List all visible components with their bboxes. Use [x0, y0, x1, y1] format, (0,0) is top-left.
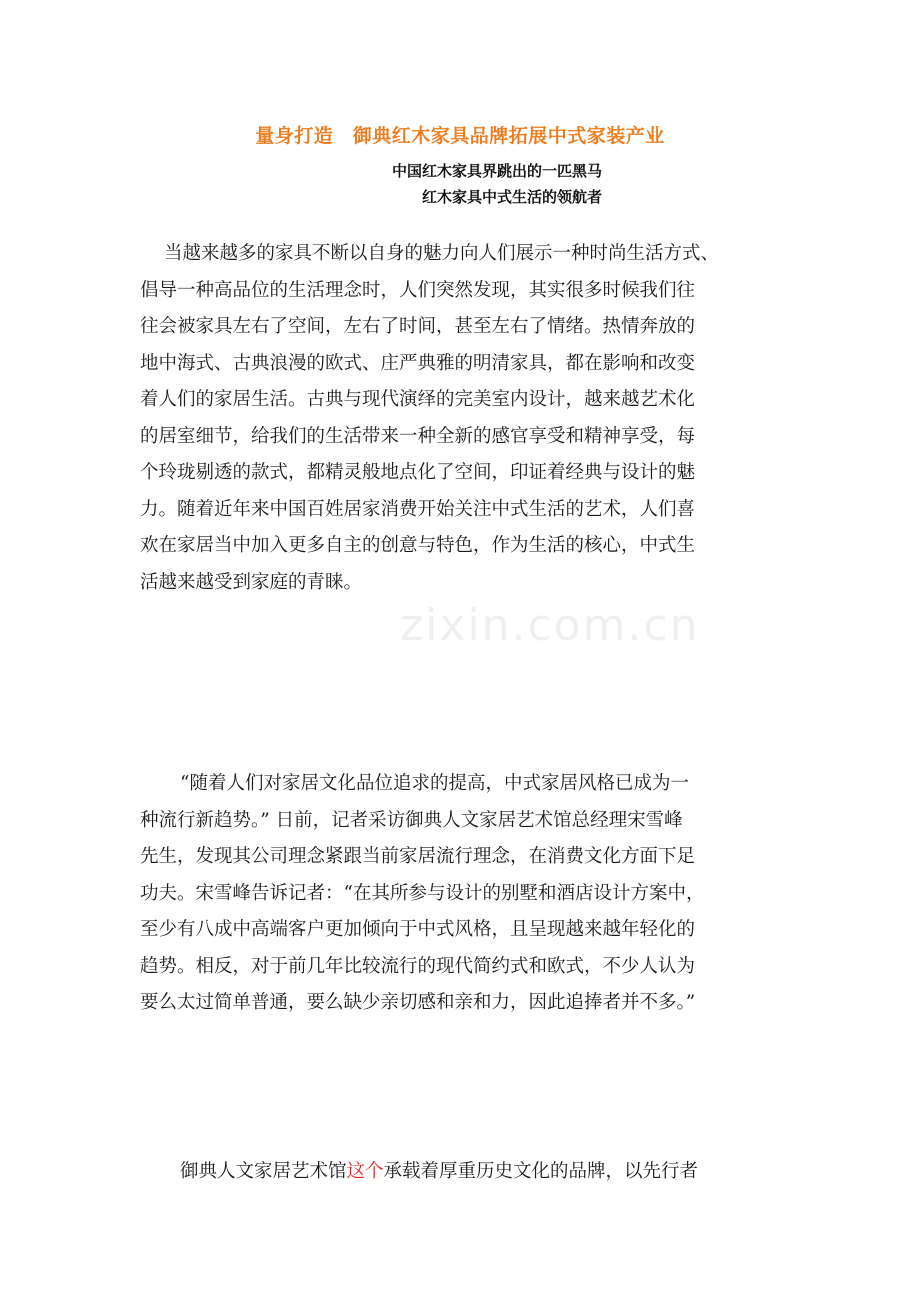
- paragraph-line: 的居室细节，给我们的生活带来一种全新的感官享受和精神享受，每: [140, 425, 696, 447]
- paragraph-line: 倡导一种高品位的生活理念时，人们突然发现，其实很多时候我们往: [140, 279, 696, 301]
- paragraph-text: 承载着厚重历史文化的品牌，以先行者: [383, 1161, 699, 1182]
- paragraph-line: 个玲珑剔透的款式，都精灵般地点化了空间，印证着经典与设计的魅: [140, 462, 696, 483]
- paragraph-line: 力。随着近年来中国百姓居家消费开始关注中式生活的艺术，人们喜: [140, 498, 696, 520]
- document-subtitle-1: 中国红木家具界跳出的一匹黑马: [392, 162, 603, 180]
- watermark: zixin.com.cn: [400, 600, 700, 651]
- paragraph-3: [140, 1154, 800, 1191]
- paragraph-line: 当越来越多的家具不断以自身的魅力向人们展示一种时尚生活方式、: [164, 243, 720, 264]
- highlighted-text: 这个: [346, 1161, 384, 1182]
- paragraph-line: 欢在家居当中加入更多自主的创意与特色，作为生活的核心，中式生: [140, 535, 696, 556]
- paragraph-text: 御典人文家居艺术馆: [180, 1161, 347, 1182]
- paragraph-line: 地中海式、古典浪漫的欧式、庄严典雅的明清家具，都在影响和改变: [140, 352, 696, 374]
- paragraph-line: [140, 1154, 800, 1191]
- paragraph-line: “随着人们对家居文化品位追求的提高，中式家居风格已成为一: [180, 773, 689, 794]
- paragraph-line: 趋势。相反，对于前几年比较流行的现代简约式和欧式，不少人认为: [140, 955, 696, 977]
- paragraph-line: 种流行新趋势。” 日前，记者采访御典人文家居艺术馆总经理宋雪峰: [140, 809, 683, 831]
- paragraph-line: 往会被家具左右了空间，左右了时间，甚至左右了情绪。热情奔放的: [140, 316, 696, 337]
- document-subtitle-2: 红木家具中式生活的领航者: [422, 188, 603, 206]
- paragraph-line: 先生，发现其公司理念紧跟当前家居流行理念，在消费文化方面下足: [140, 846, 696, 867]
- paragraph-1: [140, 236, 800, 601]
- paragraph-line: 至少有八成中高端客户更加倾向于中式风格，且呈现越来越年轻化的: [140, 919, 696, 940]
- paragraph-2: [140, 766, 800, 1022]
- paragraph-line: 要么太过简单普通，要么缺少亲切感和亲和力，因此追捧者并不多。”: [140, 992, 696, 1013]
- document-title: 量身打造 御典红木家具品牌拓展中式家装产业: [255, 125, 665, 147]
- paragraph-line: 着人们的家居生活。古典与现代演绎的完美室内设计，越来越艺术化: [140, 389, 696, 410]
- paragraph-line: 活越来越受到家庭的青睐。: [140, 571, 363, 593]
- paragraph-line: 功夫。宋雪峰告诉记者：“在其所参与设计的别墅和酒店设计方案中，: [140, 882, 705, 904]
